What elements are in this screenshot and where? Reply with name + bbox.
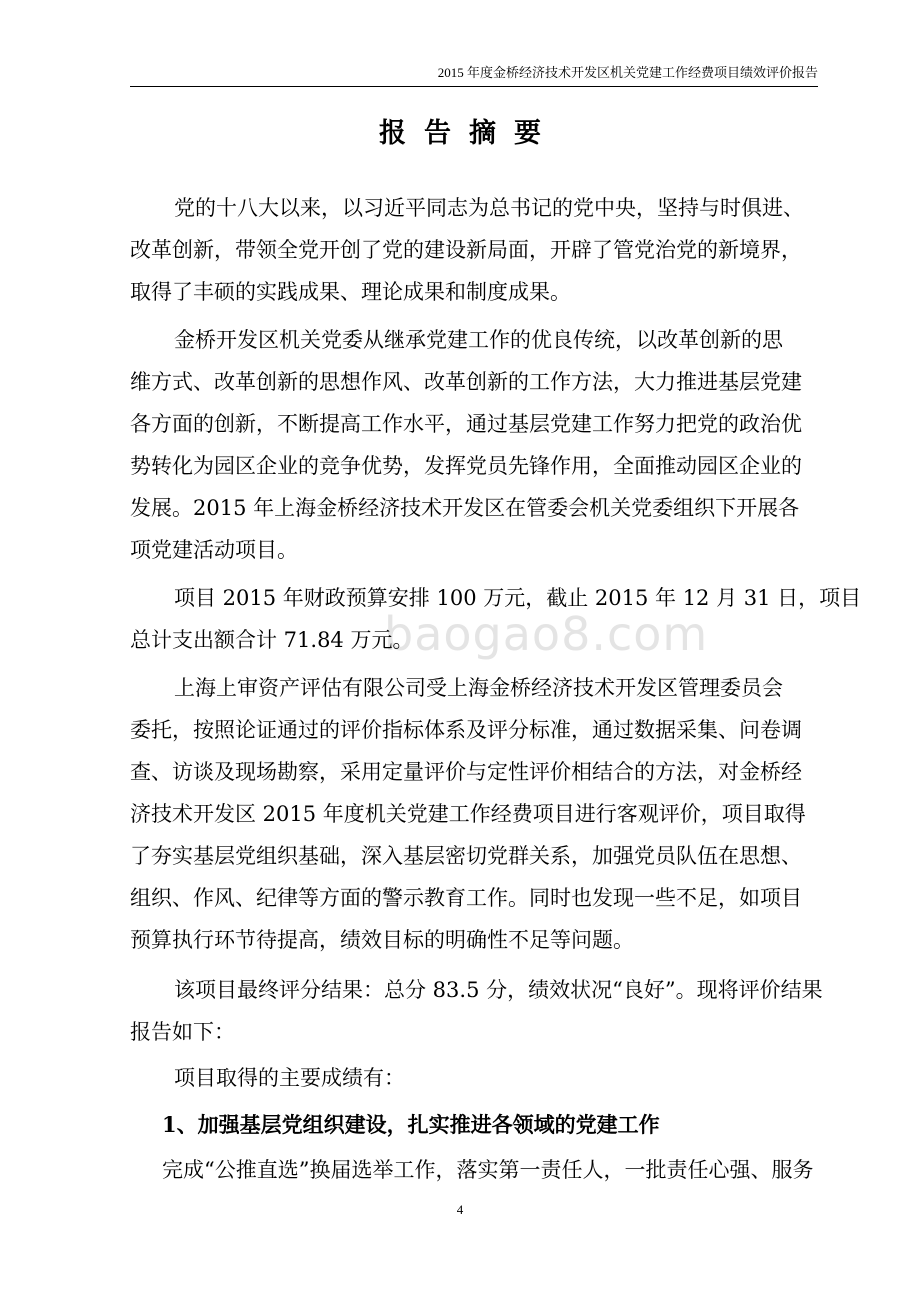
paragraph-2-line-2: 维方式、改革创新的思想作风、改革创新的工作方法，大力推进基层党建 — [130, 370, 802, 394]
paragraph-4-line-5: 了夯实基层党组织基础，深入基层密切党群关系，加强党员队伍在思想、 — [130, 844, 802, 868]
paragraph-5-line-2: 报告如下： — [130, 1020, 235, 1044]
paragraph-2-line-5: 发展。2015 年上海金桥经济技术开发区在管委会机关党委组织下开展各 — [130, 496, 800, 520]
paragraph-3-line-1: 项目 2015 年财政预算安排 100 万元，截止 2015 年 12 月 31 日，项目 — [174, 586, 862, 610]
paragraph-6-line-1: 项目取得的主要成绩有： — [174, 1066, 405, 1090]
paragraph-4-line-4: 济技术开发区 2015 年度机关党建工作经费项目进行客观评价，项目取得 — [130, 802, 806, 826]
paragraph-2-line-3: 各方面的创新，不断提高工作水平，通过基层党建工作努力把党的政治优 — [130, 412, 802, 436]
paragraph-3-line-2: 总计支出额合计 71.84 万元。 — [130, 628, 414, 652]
paragraph-4-line-2: 委托，按照论证通过的评价指标体系及评分标准，通过数据采集、问卷调 — [130, 718, 802, 742]
paragraph-4-line-6: 组织、作风、纪律等方面的警示教育工作。同时也发现一些不足，如项目 — [130, 886, 802, 910]
running-header: 2015 年度金桥经济技术开发区机关党建工作经费项目绩效评价报告 — [437, 65, 818, 80]
header-rule — [130, 86, 818, 87]
paragraph-4-line-3: 查、访谈及现场勘察，采用定量评价与定性评价相结合的方法，对金桥经 — [130, 760, 802, 784]
paragraph-7-line-1: 完成“公推直选”换届选举工作，落实第一责任人，一批责任心强、服务 — [162, 1158, 814, 1182]
paragraph-4-line-7: 预算执行环节待提高，绩效目标的明确性不足等问题。 — [130, 928, 634, 952]
paragraph-2-line-6: 项党建活动项目。 — [130, 538, 298, 562]
paragraph-1-line-1: 党的十八大以来，以习近平同志为总书记的党中央，坚持与时俱进、 — [174, 196, 804, 220]
paragraph-2-line-1: 金桥开发区机关党委从继承党建工作的优良传统，以改革创新的思 — [174, 328, 783, 352]
paragraph-1-line-3: 取得了丰硕的实践成果、理论成果和制度成果。 — [130, 280, 571, 304]
watermark: baogao8.com — [384, 607, 709, 661]
section-heading-1: 1、加强基层党组织建设，扎实推进各领域的党建工作 — [162, 1112, 660, 1137]
paragraph-4-line-1: 上海上审资产评估有限公司受上海金桥经济技术开发区管理委员会 — [174, 676, 783, 700]
paragraph-2-line-4: 势转化为园区企业的竞争优势，发挥党员先锋作用，全面推动园区企业的 — [130, 454, 802, 478]
paragraph-5-line-1: 该项目最终评分结果：总分 83.5 分，绩效状况“良好”。现将评价结果 — [174, 978, 823, 1002]
page-title: 报告摘要 — [379, 118, 559, 149]
page-number: 4 — [456, 1202, 464, 1217]
paragraph-1-line-2: 改革创新，带领全党开创了党的建设新局面，开辟了管党治党的新境界， — [130, 238, 802, 262]
